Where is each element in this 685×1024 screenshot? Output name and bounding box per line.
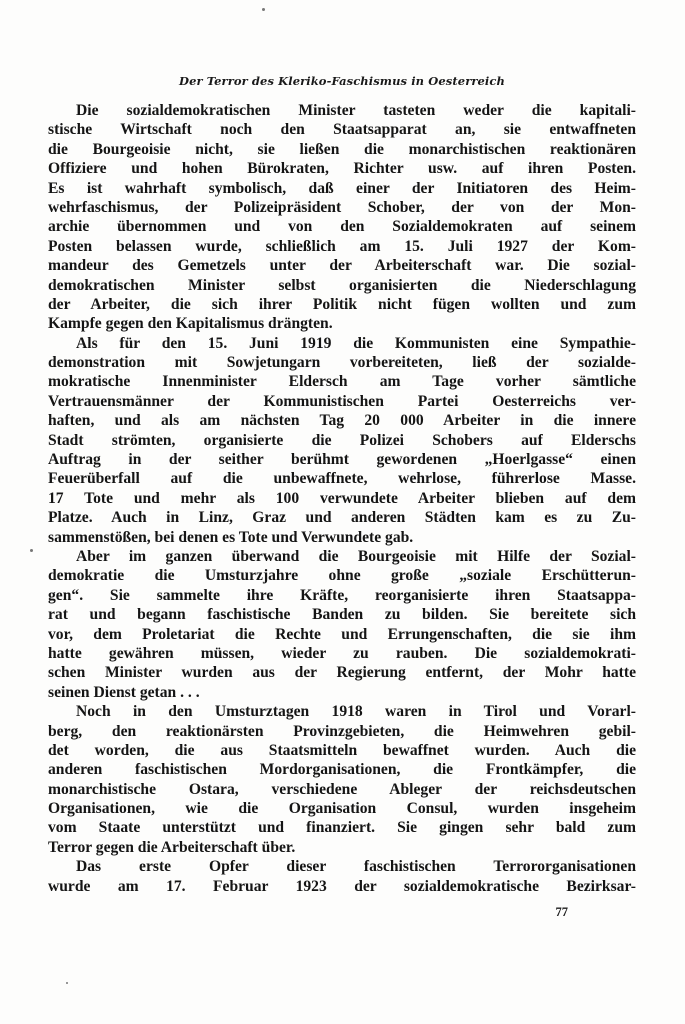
text-line: Organisationen, wie die Organisation Consul, wurden insgeheim <box>48 800 636 818</box>
scan-speck <box>66 982 68 984</box>
body-text <box>48 101 636 896</box>
text-line: rat und begann faschistische Banden zu bilden. Sie bereitete sich <box>48 606 636 624</box>
paragraph-4 <box>48 702 636 857</box>
text-line: Aber im ganzen überwand die Bourgeoisie mit Hilfe der Sozial- <box>76 547 636 565</box>
page-number: 77 <box>555 905 568 919</box>
text-line: Noch in den Umsturztagen 1918 waren in Tirol und Vorarl- <box>76 703 636 721</box>
text-line: Vertrauensmänner der Kommunistischen Partei Oesterreichs ver- <box>48 392 636 410</box>
text-line: Feuerüberfall auf die unbewaffnete, wehrlose, führerlose Masse. <box>48 470 636 488</box>
text-line: demonstration mit Sowjetungarn vorbereiteten, ließ der sozialde- <box>48 354 636 372</box>
paragraph-2 <box>48 334 636 547</box>
text-line: der Arbeiter, die sich ihrer Politik nicht fügen wollten und zum <box>48 295 636 313</box>
text-line: monarchistische Ostara, verschiedene Ableger der reichsdeutschen <box>48 780 636 798</box>
scan-speck <box>30 549 33 552</box>
text-line: schen Minister wurden aus der Regierung entfernt, der Mohr hatte <box>48 664 636 682</box>
text-line: wurde am 17. Februar 1923 der sozialdemokratische Bezirksar- <box>48 877 636 895</box>
text-line: berg, den reaktionärsten Provinzgebieten, die Heimwehren gebil- <box>48 722 636 740</box>
text-line: det worden, die aus Staatsmitteln bewaffnet wurden. Auch die <box>48 741 636 759</box>
text-line: Kampfe gegen den Kapitalismus drängten. <box>48 315 333 333</box>
text-line: 17 Tote und mehr als 100 verwundete Arbeiter blieben auf dem <box>48 489 636 507</box>
text-line: mokratische Innenminister Eldersch am Tage vorher sämtliche <box>48 373 636 391</box>
text-line: sammenstößen, bei denen es Tote und Verwundete gab. <box>48 528 414 546</box>
text-line: hatte gewähren müssen, wieder zu rauben. Die sozialdemokrati- <box>48 644 636 662</box>
text-line: Es ist wahrhaft symbolisch, daß einer der Initiatoren des Heim- <box>48 179 636 197</box>
text-line: Die sozialdemokratischen Minister tasteten weder die kapitali- <box>76 102 636 119</box>
text-line: Auftrag in der seither berühmt gewordenen „Hoerlgasse“ einen <box>48 451 636 469</box>
text-line: vor, dem Proletariat die Rechte und Errungenschaften, die sie ihm <box>48 625 636 643</box>
text-line: haften, und als am nächsten Tag 20 000 Arbeiter in die innere <box>48 412 636 430</box>
text-line: gen“. Sie sammelte ihre Kräfte, reorganisierte ihren Staatsappa- <box>48 586 636 604</box>
text-line: Das erste Opfer dieser faschistischen Terrororganisationen <box>76 858 636 876</box>
text-line: Als für den 15. Juni 1919 die Kommunisten eine Sympathie- <box>76 334 636 352</box>
text-line: Terror gegen die Arbeiterschaft über. <box>48 838 296 856</box>
text-line: vom Staate unterstützt und finanziert. Sie gingen sehr bald zum <box>48 819 636 837</box>
text-line: seinen Dienst getan . . . <box>48 683 200 701</box>
paragraph-3 <box>48 547 636 702</box>
text-line: demokratie die Umsturzjahre ohne große „soziale Erschütterun- <box>48 567 636 585</box>
text-line: anderen faschistischen Mordorganisationen, die Frontkämpfer, die <box>48 761 636 779</box>
text-line: wehrfaschismus, der Polizeipräsident Schober, der von der Mon- <box>48 198 636 216</box>
text-line: Posten belassen wurde, schließlich am 15. Juli 1927 der Kom- <box>48 237 636 255</box>
text-line: Offiziere und hohen Bürokraten, Richter usw. auf ihren Posten. <box>48 160 636 178</box>
text-line: mandeur des Gemetzels unter der Arbeiterschaft war. Die sozial- <box>48 257 636 275</box>
text-line: archie übernommen und von den Sozialdemokraten auf seinem <box>48 218 636 236</box>
text-line: die Bourgeoisie nicht, sie ließen die monarchistischen reaktionären <box>48 140 636 158</box>
scan-speck <box>262 8 265 11</box>
text-line: demokratischen Minister selbst organisierten die Niederschlagung <box>48 276 636 294</box>
text-line: stische Wirtschaft noch den Staatsapparat an, sie entwaffneten <box>48 121 636 139</box>
paragraph-5 <box>48 857 636 896</box>
paragraph-1 <box>48 101 636 334</box>
text-line: Platze. Auch in Linz, Graz und anderen Städten kam es zu Zu- <box>48 509 636 527</box>
running-head: Der Terror des Kleriko-Faschismus in Oesterreich <box>179 74 505 88</box>
text-line: Stadt strömten, organisierte die Polizei Schobers auf Elderschs <box>48 431 636 449</box>
